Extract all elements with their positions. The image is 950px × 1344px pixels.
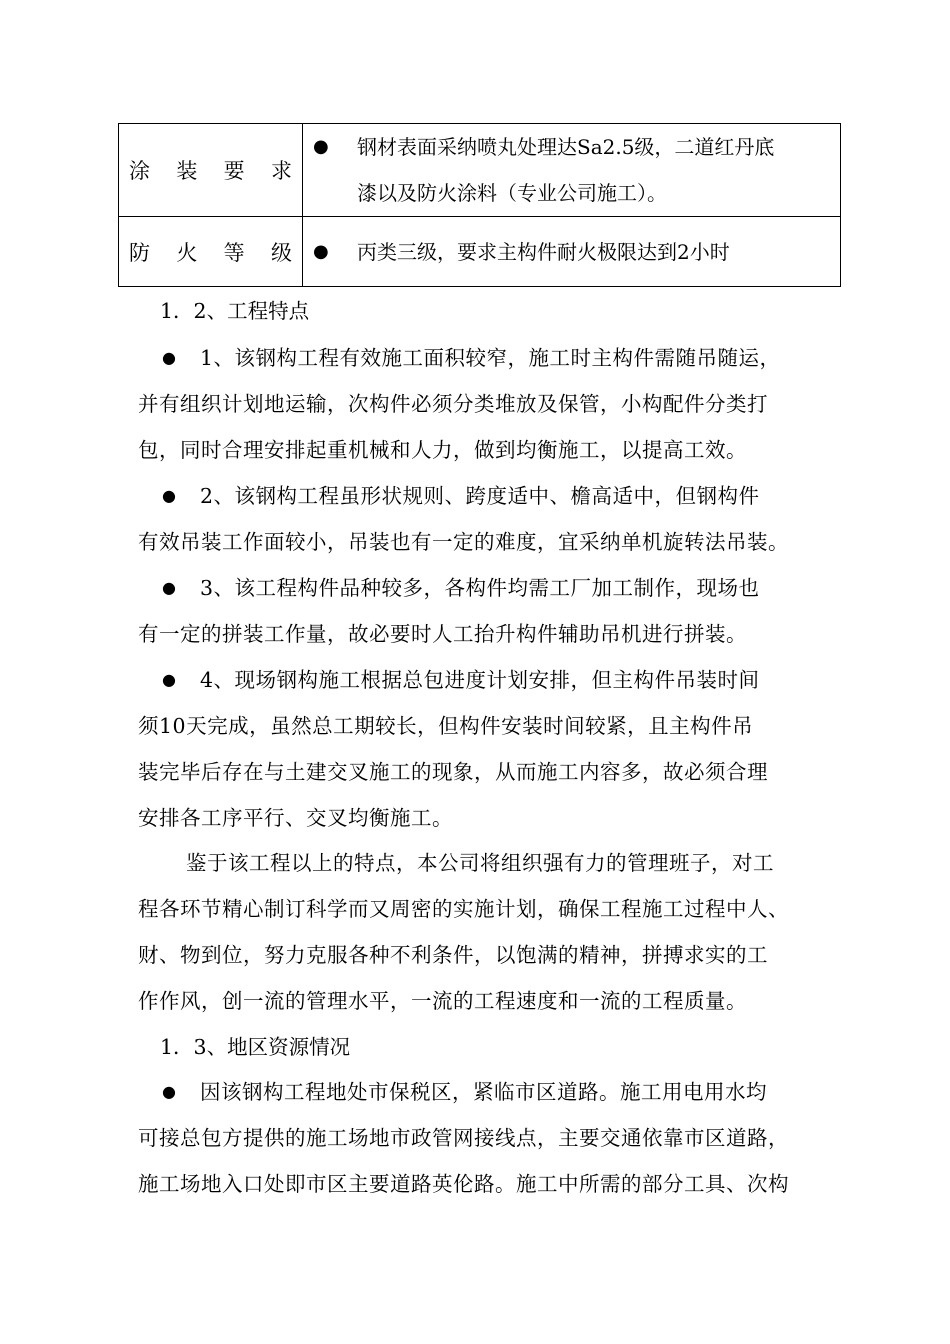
list-item — [138, 335, 850, 473]
paragraph-line: 包，同时合理安排起重机械和人力，做到均衡施工，以提高工效。 — [138, 438, 747, 462]
row-content-cell — [303, 124, 841, 217]
bullet-icon: ● — [162, 1082, 177, 1101]
paragraph-line: 装完毕后存在与土建交叉施工的现象，从而施工内容多，故必须合理 — [138, 760, 768, 784]
list-item — [138, 657, 850, 841]
bullet-icon: ● — [162, 578, 177, 597]
label-char: 要 — [223, 159, 245, 183]
paragraph-line: 施工场地入口处即市区主要道路英伦路。施工中所需的部分工具、次构 — [138, 1172, 789, 1196]
paragraph-line: 1、该钢构工程有效施工面积较窄，施工时主构件需随吊随运， — [200, 346, 781, 370]
section-heading: 1．3、地区资源情况 — [160, 1035, 351, 1059]
paragraph-line: 有效吊装工作面较小，吊装也有一定的难度，宜采纳单机旋转法吊装。 — [138, 530, 789, 554]
list-item — [138, 473, 850, 565]
paragraph-line: 3、该工程构件品种较多，各构件均需工厂加工制作，现场也 — [200, 576, 760, 600]
paragraph-line: 作作风，创一流的管理水平，一流的工程速度和一流的工程质量。 — [138, 989, 747, 1013]
row-label-cell — [119, 124, 303, 217]
paragraph-line: 有一定的拼装工作量，故必要时人工抬升构件辅助吊机进行拼装。 — [138, 622, 747, 646]
label-char: 等 — [223, 240, 245, 265]
label-char: 防 — [129, 240, 150, 265]
cell-line: 钢材表面采纳喷丸处理达Sa2.5级，二道红丹底 — [357, 135, 775, 159]
cell-line: 丙类三级，要求主构件耐火极限达到2小时 — [357, 239, 730, 264]
spec-table — [118, 123, 841, 287]
row-label — [119, 155, 302, 185]
summary-paragraph — [138, 840, 850, 1024]
paragraph-line: 并有组织计划地运输，次构件必须分类堆放及保管，小构配件分类打 — [138, 392, 768, 416]
bullet-icon: ● — [313, 240, 329, 262]
row-label-cell — [119, 217, 303, 287]
bullet-icon: ● — [162, 670, 177, 689]
bullet-icon: ● — [313, 136, 329, 157]
paragraph-line: 财、物到位，努力克服各种不利条件，以饱满的精神，拼搏求实的工 — [138, 943, 768, 967]
label-char: 火 — [176, 240, 198, 265]
label-char: 级 — [270, 240, 292, 265]
paragraph-line: 2、该钢构工程虽形状规则、跨度适中、檐高适中，但钢构件 — [200, 484, 760, 508]
cell-line: 漆以及防火涂料（专业公司施工）。 — [357, 181, 667, 205]
section-heading: 1．2、工程特点 — [160, 299, 310, 323]
paragraph-line: 须10天完成，虽然总工期较长，但构件安装时间较紧，且主构件吊 — [138, 714, 754, 738]
bullet-icon: ● — [162, 486, 177, 505]
label-char: 求 — [270, 159, 292, 183]
paragraph-line: 可接总包方提供的施工场地市政管网接线点，主要交通依靠市区道路， — [138, 1126, 789, 1150]
paragraph-line: 因该钢构工程地处市保税区，紧临市区道路。施工用电用水均 — [200, 1080, 767, 1104]
table-row — [119, 124, 841, 217]
paragraph-line: 4、现场钢构施工根据总包进度计划安排，但主构件吊装时间 — [200, 668, 760, 692]
bullet-icon: ● — [162, 348, 177, 367]
row-content-cell — [303, 217, 841, 287]
label-char: 涂 — [129, 159, 150, 183]
table-row — [119, 217, 841, 287]
paragraph-line: 安排各工序平行、交叉均衡施工。 — [138, 806, 453, 830]
row-label — [119, 237, 302, 267]
list-item — [138, 565, 850, 657]
label-char: 装 — [176, 159, 198, 183]
paragraph-line: 程各环节精心制订科学而又周密的实施计划，确保工程施工过程中人、 — [138, 897, 789, 921]
paragraph-line: 鉴于该工程以上的特点，本公司将组织强有力的管理班子，对工 — [186, 851, 774, 875]
list-item — [138, 1069, 850, 1207]
